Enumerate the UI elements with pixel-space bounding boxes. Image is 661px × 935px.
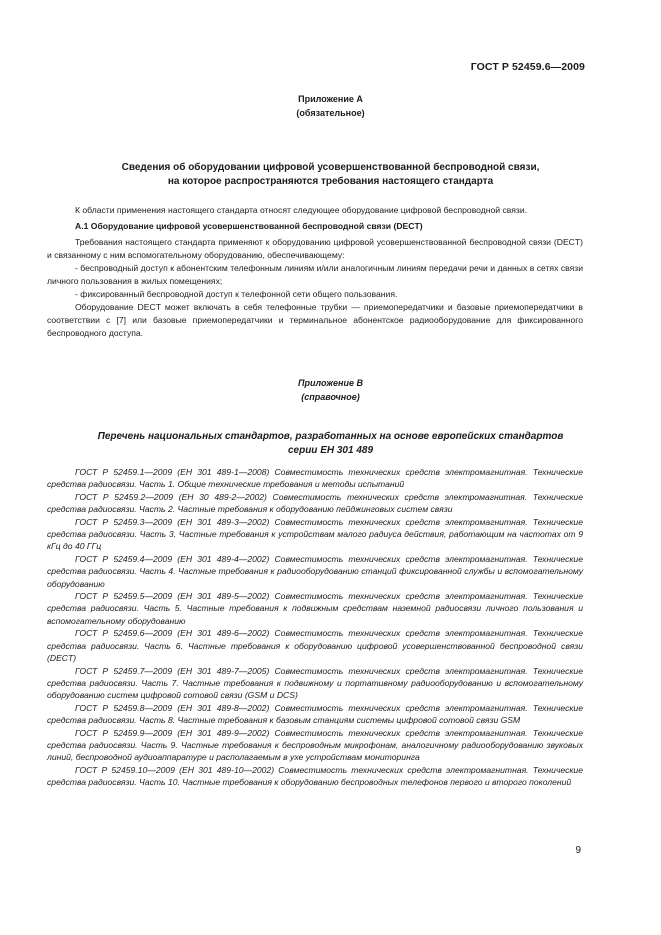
- list-item: ГОСТ Р 52459.3—2009 (ЕН 301 489-3—2002) Совместимость технических средств электромагнитная. Технические средства радиосвязи. Часть 3. Частные требования к устройствам малого радиуса действия, работающим на частотах от 9 кГц до 40 ГГц: [47, 516, 583, 552]
- appendix-b-title-line2: серии ЕН 301 489: [287, 445, 374, 456]
- appendix-b-label: Приложение В: [298, 378, 363, 388]
- appendix-a-label: Приложение А: [298, 94, 363, 104]
- appendix-a-title: [0, 161, 661, 189]
- list-item: ГОСТ Р 52459.6—2009 (ЕН 301 489-6—2002) Совместимость технических средств электромагнитная. Технические средства радиосвязи. Часть 6. Частные требования к оборудованию цифровой усовершенствованной беспроводной связи (DECT): [47, 628, 583, 664]
- page-number: 9: [575, 845, 581, 856]
- standards-list: [47, 466, 583, 789]
- appendix-a-title-line1: Сведения об оборудовании цифровой усовершенствованной беспроводной связи,: [121, 162, 540, 173]
- appendix-b-title-line1: Перечень национальных стандартов, разработанных на основе европейских стандартов: [97, 431, 564, 442]
- section-a1-para2: Оборудование DECT может включать в себя телефонные трубки — приемопередатчики и базовые приемопередатчики в соответствии с [7] или базовые приемопередатчики и терминальное абонентское радиооборудование для фиксированного беспроводного доступа.: [47, 302, 583, 338]
- list-item: ГОСТ Р 52459.1—2009 (ЕН 301 489-1—2008) Совместимость технических средств электромагнитная. Технические средства радиосвязи. Часть 1. Общие технические требования и методы испытаний: [47, 467, 583, 490]
- list-item: ГОСТ Р 52459.7—2009 (ЕН 301 489-7—2005) Совместимость технических средств электромагнитная. Технические средства радиосвязи. Часть 7. Частные требования к подвижному и портативному радиооборудованию и вспомогательному оборудованию систем цифровой сотовой связи (GSM и DCS): [47, 665, 583, 701]
- appendix-a-status: (обязательное): [296, 108, 365, 118]
- list-item: ГОСТ Р 52459.2—2009 (ЕН 30 489-2—2002) Совместимость технических средств электромагнитная. Технические средства радиосвязи. Часть 2. Частные требования к оборудованию пейджинговых систем связи: [47, 491, 583, 515]
- appendix-b-status: (справочное): [301, 392, 360, 402]
- appendix-b-heading: [0, 376, 661, 404]
- appendix-a-heading: [0, 92, 661, 120]
- document-id-header: ГОСТ Р 52459.6—2009: [470, 61, 585, 73]
- list-item: ГОСТ Р 52459.5—2009 (ЕН 301 489-5—2002) Совместимость технических средств электромагнитная. Технические средства радиосвязи. Часть 5. Частные требования к подвижным средствам наземной радиосвязи личного пользования и вспомогательному оборудованию: [47, 591, 583, 626]
- section-a1-para1: Требования настоящего стандарта применяют к оборудованию цифровой усовершенствованной беспроводной связи (DECT) и связанному с ним вспомогательному оборудованию, обеспечивающему:: [47, 237, 583, 260]
- appendix-a-body: [47, 204, 583, 340]
- list-item: ГОСТ Р 52459.8—2009 (ЕН 301 489-8—2002) Совместимость технических средств электромагнитная. Технические средства радиосвязи. Часть 8. Частные требования к базовым станциям системы цифровой сотовой связи GSM: [47, 702, 583, 726]
- section-a1-title: А.1 Оборудование цифровой усовершенствованной беспроводной связи (DECT): [75, 221, 423, 231]
- appendix-a-title-line2: на которое распространяются требования настоящего стандарта: [167, 176, 494, 187]
- appendix-a-intro: К области применения настоящего стандарта относят следующее оборудование цифровой беспроводной связи.: [75, 205, 528, 215]
- appendix-b-title: [0, 430, 661, 458]
- list-item: ГОСТ Р 52459.10—2009 (ЕН 301 489-10—2002) Совместимость технических средств электромагнитная. Технические средства радиосвязи. Часть 10. Частные требования к оборудованию беспроводных телефонов первого и второго поколений: [47, 764, 583, 788]
- list-item: ГОСТ Р 52459.9—2009 (ЕН 301 489-9—2002) Совместимость технических средств электромагнитная. Технические средства радиосвязи. Часть 9. Частные требования к беспроводным микрофонам, аналогичному радиооборудованию звуковых линий, беспроводной аудиоаппаратуре и располагаемым в ухе устройствам мониторинга: [47, 727, 583, 763]
- section-a1-bullet2: - фиксированный беспроводной доступ к телефонной сети общего пользования.: [75, 289, 398, 299]
- section-a1-bullet1: - беспроводный доступ к абонентским телефонным линиям и/или аналогичным линиям передачи речи и данных в сетях связи личного пользования в жилых помещениях;: [47, 263, 583, 286]
- list-item: ГОСТ Р 52459.4—2009 (ЕН 301 489-4—2002) Совместимость технических средств электромагнитная. Технические средства радиосвязи. Часть 4. Частные требования к радиооборудованию станций фиксированной службы и вспомогательному оборудованию: [47, 553, 583, 589]
